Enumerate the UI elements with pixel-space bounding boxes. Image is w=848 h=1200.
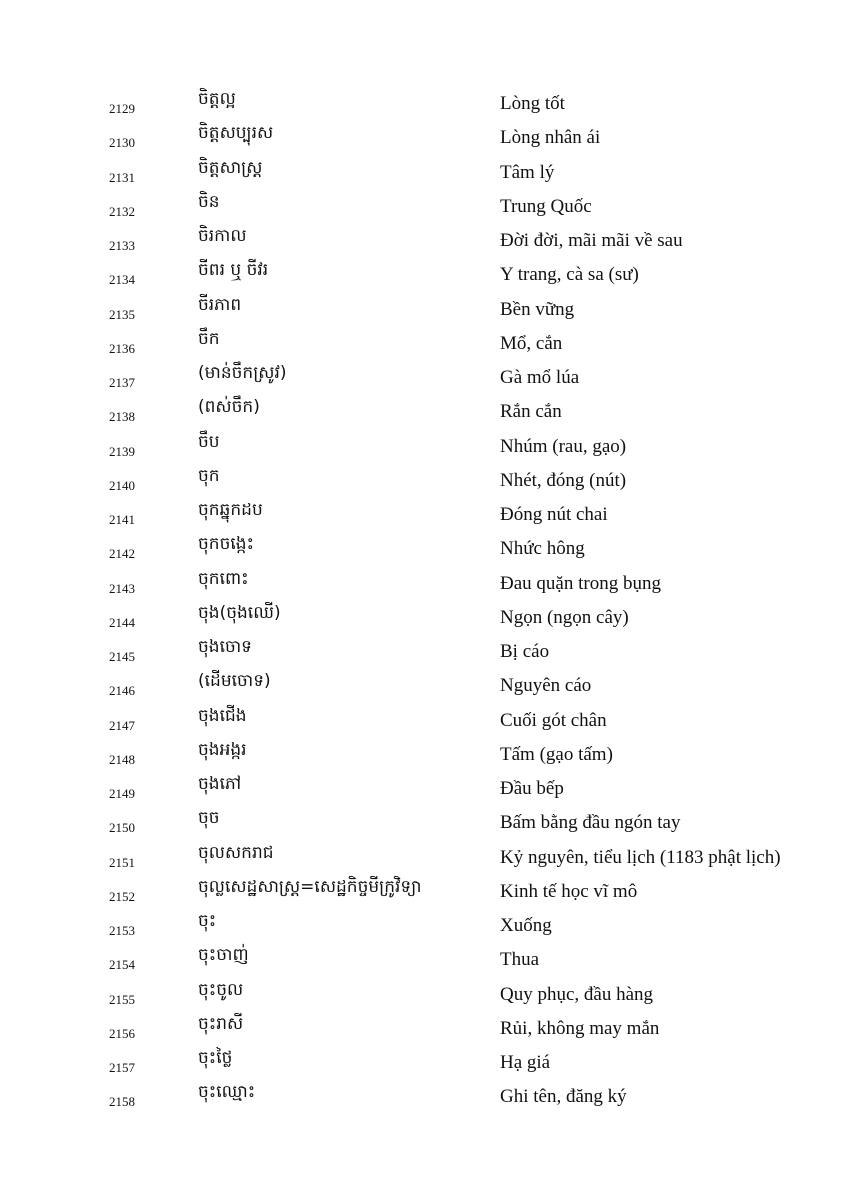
entry-number: 2130: [109, 135, 135, 151]
entry-number: 2153: [109, 923, 135, 938]
entry-number: 2135: [109, 306, 135, 322]
vietnamese-translation: Nhét, đóng (nút): [500, 469, 627, 491]
entry-row: [0, 771, 848, 805]
khmer-term: ចុងភៅ: [198, 774, 242, 794]
entry-row: [0, 566, 848, 600]
entry-number: 2134: [109, 272, 135, 288]
vietnamese-translation: Trung Quốc: [500, 195, 592, 217]
vietnamese-translation: Mổ, cắn: [500, 332, 563, 354]
entry-number: 2136: [109, 340, 135, 356]
khmer-term: ចុកចង្កេះ: [198, 534, 255, 555]
vietnamese-translation: Hạ giá: [500, 1052, 551, 1073]
entry-row: [0, 463, 848, 497]
khmer-term: ចុះឈ្មោះ: [198, 1082, 256, 1103]
khmer-term: ចុះថ្លៃ: [198, 1048, 233, 1068]
entry-row: [0, 942, 848, 976]
vietnamese-translation: Gà mổ lúa: [500, 367, 580, 388]
entry-row: [0, 634, 848, 668]
entry-number: 2142: [109, 546, 135, 562]
entry-number: 2141: [109, 512, 135, 527]
entry-number: 2138: [109, 409, 135, 425]
entry-row: [0, 737, 848, 771]
vietnamese-translation: Ghi tên, đăng ký: [500, 1086, 627, 1108]
khmer-term: ចិរកាល: [198, 226, 247, 246]
entry-number: 2144: [109, 614, 135, 630]
entry-row: [0, 86, 848, 120]
vietnamese-translation: Rắn cắn: [500, 401, 562, 423]
entry-row: [0, 703, 848, 737]
vietnamese-translation: Kinh tế học vĩ mô: [500, 880, 638, 902]
khmer-term: (ពស់ចឹក): [198, 397, 260, 418]
entry-row: [0, 429, 848, 463]
khmer-term: ចិត្តសាស្ត្រ: [198, 157, 263, 178]
entry-number: 2150: [109, 820, 135, 836]
khmer-term: ចុល្លសេដ្ឋសាស្ត្រ=សេដ្ឋកិច្ចមីក្រូវិទ្យា: [198, 876, 422, 897]
entry-row: [0, 1045, 848, 1079]
khmer-term: (មាន់ចឹកស្រូវ): [198, 363, 287, 383]
khmer-term: ចុះចូល: [198, 979, 244, 1000]
vietnamese-translation: Bị cáo: [500, 641, 550, 662]
vietnamese-translation: Đầu bếp: [500, 778, 564, 799]
entry-number: 2156: [109, 1025, 135, 1041]
entry-number: 2145: [109, 649, 135, 664]
vietnamese-translation: Kỷ nguyên, tiểu lịch (1183 phật lịch): [500, 846, 781, 868]
vietnamese-translation: Nhúm (rau, gạo): [500, 435, 627, 457]
vietnamese-translation: Ngọn (ngọn cây): [500, 606, 629, 628]
khmer-term: ចិន: [198, 191, 220, 212]
vietnamese-translation: Bấm bằng đầu ngón tay: [500, 812, 681, 834]
vietnamese-translation: Lòng nhân ái: [500, 127, 601, 149]
entry-row: [0, 155, 848, 189]
khmer-term: ចីពរ ឬ ចីវរ: [198, 260, 269, 281]
entry-list: [0, 86, 848, 1114]
entry-row: [0, 1011, 848, 1045]
khmer-term: (ដើមចោទ): [198, 671, 271, 692]
entry-number: 2147: [109, 717, 135, 733]
entry-row: [0, 223, 848, 257]
khmer-term: ចុច: [198, 808, 220, 829]
entry-number: 2133: [109, 238, 135, 253]
khmer-term: ចុង(ចុងឈើ): [198, 602, 281, 623]
entry-number: 2146: [109, 683, 135, 699]
entry-number: 2149: [109, 786, 135, 801]
entry-row: [0, 292, 848, 326]
vietnamese-translation: Quy phục, đầu hàng: [500, 983, 654, 1005]
entry-row: [0, 497, 848, 531]
vietnamese-translation: Tấm (gạo tấm): [500, 743, 613, 765]
entry-row: [0, 360, 848, 394]
vietnamese-translation: Nguyên cáo: [500, 675, 592, 697]
entry-row: [0, 531, 848, 565]
vietnamese-translation: Đời đời, mãi mãi về sau: [500, 230, 683, 251]
khmer-term: ចីរភាព: [198, 294, 242, 315]
entry-row: [0, 120, 848, 154]
khmer-term: ចុះរាសី: [198, 1013, 244, 1034]
entry-number: 2132: [109, 203, 135, 219]
entry-row: [0, 600, 848, 634]
vietnamese-translation: Y trang, cà sa (sư): [500, 264, 639, 286]
vietnamese-translation: Lòng tốt: [500, 93, 565, 114]
entry-row: [0, 1079, 848, 1113]
entry-number: 2154: [109, 957, 135, 973]
khmer-term: ចុងចោទ: [198, 637, 252, 657]
khmer-term: ចិត្តល្អ: [198, 89, 236, 109]
entry-row: [0, 257, 848, 291]
entry-number: 2137: [109, 375, 135, 390]
vietnamese-translation: Rủi, không may mắn: [500, 1017, 660, 1039]
entry-number: 2155: [109, 991, 135, 1007]
vietnamese-translation: Cuối gót chân: [500, 709, 607, 731]
entry-number: 2148: [109, 751, 135, 767]
khmer-term: ចុងជើង: [198, 705, 247, 726]
khmer-term: ចឹប: [198, 431, 220, 452]
vietnamese-translation: Nhức hông: [500, 538, 585, 560]
entry-row: [0, 189, 848, 223]
entry-row: [0, 394, 848, 428]
khmer-term: ចុកពោះ: [198, 568, 249, 589]
entry-number: 2131: [109, 169, 135, 185]
vietnamese-translation: Đau quặn trong bụng: [500, 572, 661, 594]
entry-row: [0, 668, 848, 702]
entry-row: [0, 908, 848, 942]
entry-number: 2157: [109, 1060, 135, 1075]
entry-number: 2140: [109, 477, 135, 493]
vietnamese-translation: Tâm lý: [500, 161, 555, 183]
entry-row: [0, 326, 848, 360]
khmer-term: ចុះ: [198, 911, 217, 931]
vietnamese-translation: Đóng nút chai: [500, 504, 608, 525]
entry-number: 2139: [109, 443, 135, 459]
khmer-term: ចឹក: [198, 328, 220, 349]
entry-row: [0, 805, 848, 839]
vietnamese-translation: Bền vững: [500, 298, 575, 320]
entry-number: 2151: [109, 854, 135, 870]
khmer-term: ចិត្តសប្បុរស: [198, 123, 274, 144]
vietnamese-translation: Thua: [500, 949, 540, 971]
khmer-term: ចុកឆ្នុកដប: [198, 500, 263, 520]
entry-row: [0, 977, 848, 1011]
khmer-term: ចុះចាញ់: [198, 945, 249, 966]
khmer-term: ចុងអង្ករ: [198, 739, 247, 760]
khmer-term: ចុលសករាជ: [198, 842, 274, 863]
entry-number: 2158: [109, 1094, 135, 1110]
entry-number: 2152: [109, 888, 135, 904]
entry-number: 2143: [109, 580, 135, 596]
khmer-term: ចុក: [198, 465, 220, 486]
entry-row: [0, 840, 848, 874]
entry-row: [0, 874, 848, 908]
vietnamese-translation: Xuống: [500, 915, 552, 936]
entry-number: 2129: [109, 101, 135, 116]
